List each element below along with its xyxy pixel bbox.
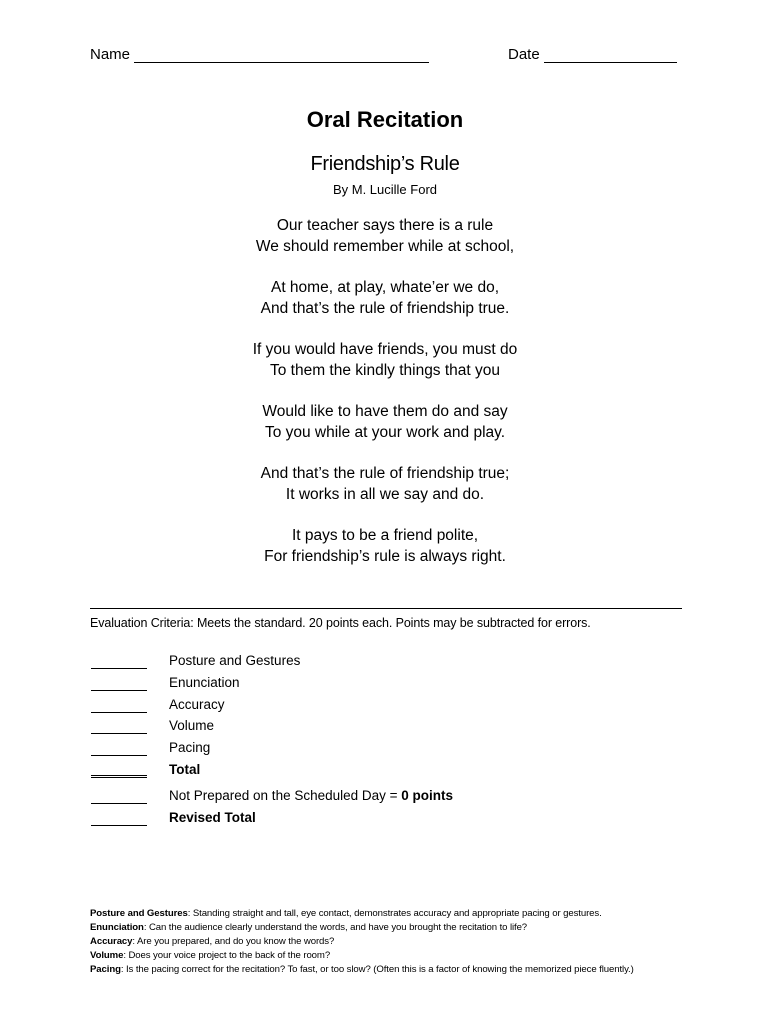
rubric-row — [90, 695, 590, 717]
poem-author: By M. Lucille Ford — [332, 182, 438, 197]
definition-text: : Is the pacing correct for the recitation? To fast, or too slow? (Often this is a factor of knowing the memorized piece fluently.) — [120, 964, 634, 975]
poem-stanza — [0, 216, 770, 257]
poem-body — [0, 216, 770, 588]
definition-term: Pacing — [90, 964, 121, 975]
rubric-row — [90, 651, 590, 673]
poem-stanza — [0, 278, 770, 319]
poem-line: For friendship’s rule is always right. — [264, 547, 506, 565]
definition-line — [90, 949, 710, 963]
section-divider — [90, 608, 682, 609]
rubric-row — [90, 716, 590, 738]
revised-total-blank[interactable] — [91, 825, 147, 826]
poem-line: We should remember while at school, — [255, 237, 515, 255]
criteria-definitions — [90, 907, 710, 977]
score-blank[interactable] — [91, 690, 147, 691]
name-label: Name — [90, 46, 131, 63]
definition-text: : Does your voice project to the back of the room? — [123, 950, 331, 961]
date-blank-line[interactable] — [544, 46, 677, 63]
poem-line: If you would have friends, you must do — [252, 340, 518, 358]
rubric-row — [90, 673, 590, 695]
definition-line — [90, 907, 710, 921]
poem-line: Our teacher says there is a rule — [276, 217, 494, 234]
poem-stanza — [0, 526, 770, 567]
poem-stanza — [0, 402, 770, 443]
date-field — [508, 46, 677, 63]
rubric-row — [90, 738, 590, 760]
not-prepared-label — [169, 788, 453, 803]
definition-text: : Can the audience clearly understand the words, and have you brought the recitation to life? — [143, 922, 528, 933]
rubric-label: Pacing — [169, 740, 211, 756]
name-field — [90, 46, 429, 63]
definition-term: Volume — [90, 950, 124, 961]
scoring-rubric — [90, 651, 590, 829]
definition-line — [90, 935, 710, 949]
poem-line: It works in all we say and do. — [285, 485, 485, 503]
definition-text: : Are you prepared, and do you know the words? — [132, 936, 335, 947]
page-title: Oral Recitation — [306, 107, 464, 132]
rubric-row-not-prepared — [90, 786, 590, 808]
rubric-label: Enunciation — [169, 674, 240, 690]
poem-line: At home, at play, whate’er we do, — [270, 278, 500, 296]
score-blank[interactable] — [91, 712, 147, 713]
rubric-row-revised-total — [90, 808, 590, 830]
total-score-blank[interactable] — [91, 775, 147, 778]
definition-term: Accuracy — [90, 936, 133, 947]
poem-line: Would like to have them do and say — [262, 402, 508, 420]
definition-line — [90, 963, 710, 977]
evaluation-criteria: Evaluation Criteria: Meets the standard. 20 points each. Points may be subtracted for errors. — [90, 616, 591, 630]
definition-term: Posture and Gestures — [90, 908, 188, 919]
poem-line: And that’s the rule of friendship true; — [260, 464, 510, 482]
score-blank[interactable] — [91, 755, 147, 756]
poem-line: To them the kindly things that you — [269, 361, 501, 379]
poem-stanza — [0, 464, 770, 505]
score-blank[interactable] — [91, 668, 147, 669]
total-label: Total — [169, 761, 201, 777]
definition-term: Enunciation — [90, 922, 144, 933]
poem-stanza — [0, 340, 770, 381]
date-label: Date — [508, 46, 540, 63]
not-prepared-points: 0 points — [401, 787, 454, 803]
header-row — [90, 46, 680, 68]
rubric-label: Posture and Gestures — [169, 653, 301, 668]
score-blank[interactable] — [91, 803, 147, 804]
definition-line — [90, 921, 710, 935]
score-blank[interactable] — [91, 733, 147, 734]
poem-title: Friendship’s Rule — [310, 153, 460, 175]
poem-line: It pays to be a friend polite, — [291, 526, 479, 544]
poem-line: And that’s the rule of friendship true. — [260, 299, 510, 317]
rubric-row-total — [90, 760, 590, 782]
rubric-label: Accuracy — [169, 696, 225, 712]
name-blank-line[interactable] — [134, 46, 429, 63]
not-prepared-text: Not Prepared on the Scheduled Day = — [169, 787, 402, 803]
revised-total-label: Revised Total — [169, 809, 256, 825]
rubric-label: Volume — [169, 718, 215, 734]
poem-line: To you while at your work and play. — [264, 423, 506, 441]
definition-text: : Standing straight and tall, eye contact, demonstrates accuracy and appropriate pacing or gestures. — [187, 908, 602, 919]
